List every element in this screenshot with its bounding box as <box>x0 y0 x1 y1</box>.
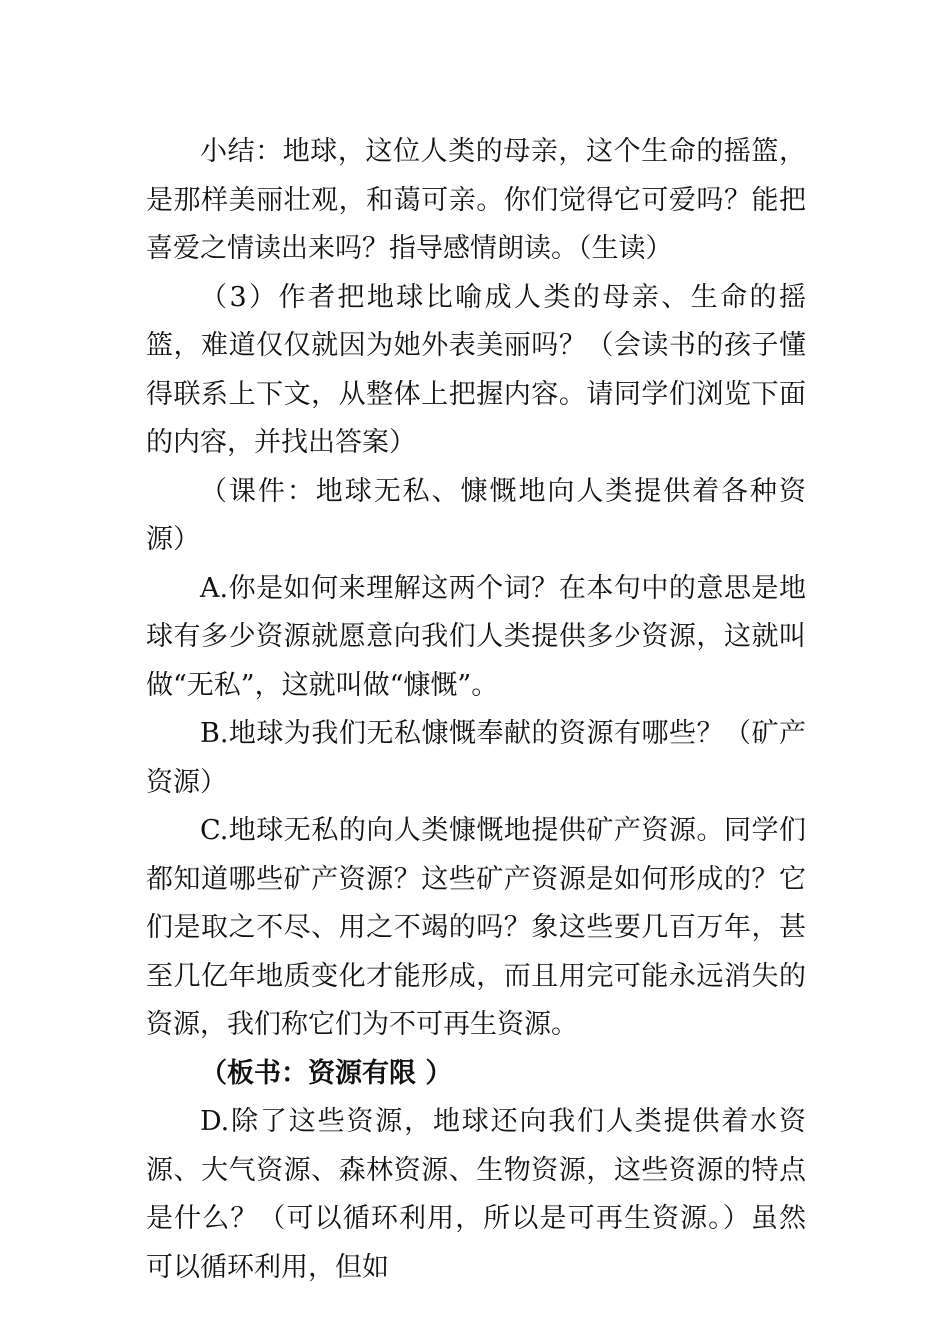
document-page <box>146 128 806 1292</box>
item-a-paragraph: A.你是如何来理解这两个词？在本句中的意思是地球有多少资源就愿意向我们人类提供多少资源，这就叫做“无私”，这就叫做“慷慨”。 <box>146 572 806 701</box>
item-b-paragraph: B.地球为我们无私慷慨奉献的资源有哪些？（矿产资源） <box>146 718 806 798</box>
courseware-note: （课件：地球无私、慷慨地向人类提供着各种资源） <box>146 475 806 555</box>
item-d-paragraph: D.除了这些资源，地球还向我们人类提供着水资源、大气资源、森林资源、生物资源，这些资源的特点是什么？（可以循环利用，所以是可再生资源。）虽然可以循环利用，但如 <box>146 1106 806 1283</box>
item-c-paragraph: C.地球无私的向人类慷慨地提供矿产资源。同学们都知道哪些矿产资源？这些矿产资源是如何形成的？它们是取之不尽、用之不竭的吗？象这些要几百万年，甚至几亿年地质变化才能形成，而且用完可能永远消失的资源，我们称它们为不可再生资源。 <box>146 815 806 1040</box>
question-3-paragraph: （3）作者把地球比喻成人类的母亲、生命的摇篮，难道仅仅就因为她外表美丽吗？（会读书的孩子懂得联系上下文，从整体上把握内容。请同学们浏览下面的内容，并找出答案） <box>146 281 806 458</box>
blackboard-note: （板书：资源有限 ） <box>200 1057 453 1089</box>
summary-paragraph: 小结：地球，这位人类的母亲，这个生命的摇篮，是那样美丽壮观，和蔼可亲。你们觉得它可爱吗？能把喜爱之情读出来吗？指导感情朗读。（生读） <box>146 136 806 264</box>
